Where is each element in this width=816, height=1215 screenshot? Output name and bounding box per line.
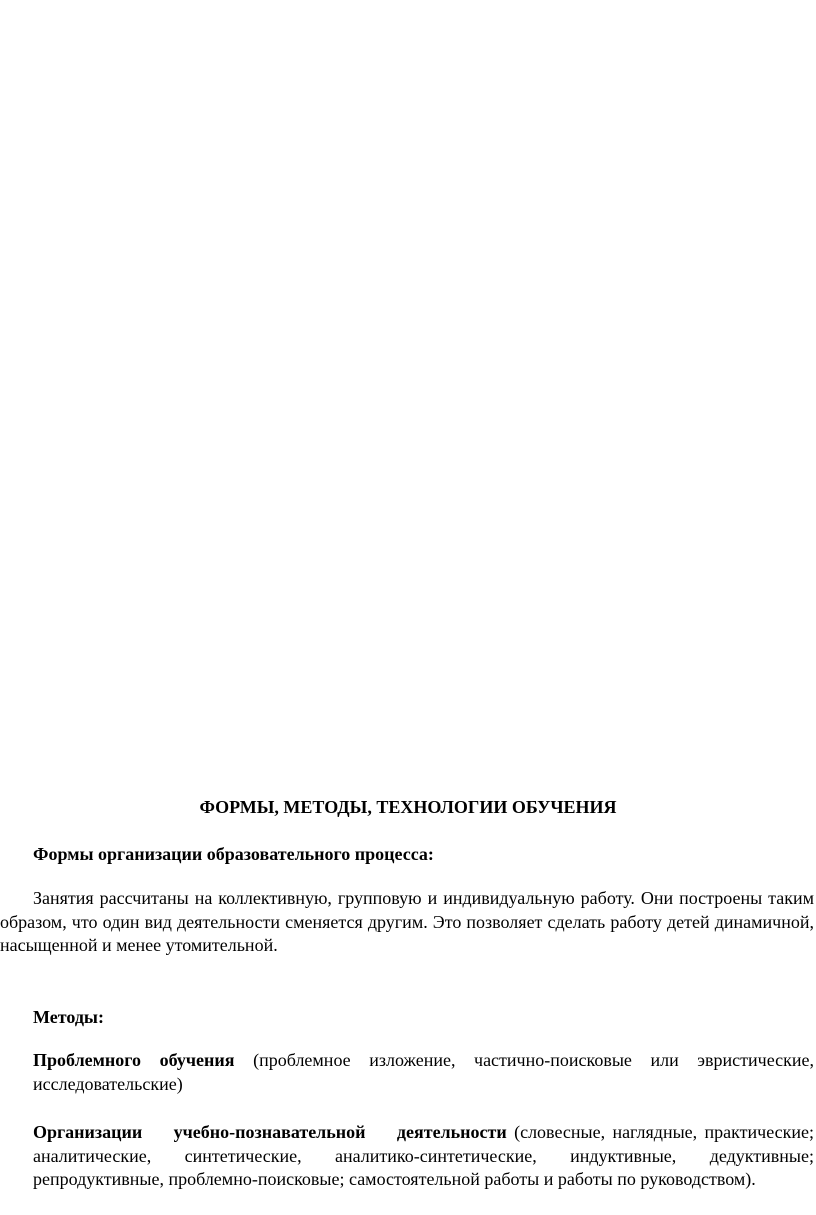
methods-heading: Методы:: [33, 1007, 104, 1027]
method-cognitive-activity: [33, 1121, 814, 1192]
method-details: (словесные, наглядные, практические; аналитические, синтетические, аналитико-синтетические, индуктивные, дедуктивные; репродуктивные, проблемно-поисковые; самостоятельной работы и работы по руководством).: [33, 1122, 814, 1189]
method-name: Проблемного обучения: [33, 1050, 235, 1070]
document-title: ФОРМЫ, МЕТОДЫ, ТЕХНОЛОГИИ ОБУЧЕНИЯ: [199, 797, 617, 817]
forms-paragraph: Занятия рассчитаны на коллективную, групповую и индивидуальную работу. Они построены таким образом, что один вид деятельности сменяется другим. Это позволяет сделать работу детей динамичной, насыщенной и менее утомительной.: [0, 888, 814, 955]
method-problem-learning: [33, 1049, 814, 1096]
method-name: Организации учебно-познавательной деятельности: [33, 1122, 507, 1142]
forms-heading: Формы организации образовательного процесса:: [33, 844, 434, 864]
method-details: (проблемное изложение, частично-поисковые или эвристические, исследовательские): [33, 1050, 814, 1094]
